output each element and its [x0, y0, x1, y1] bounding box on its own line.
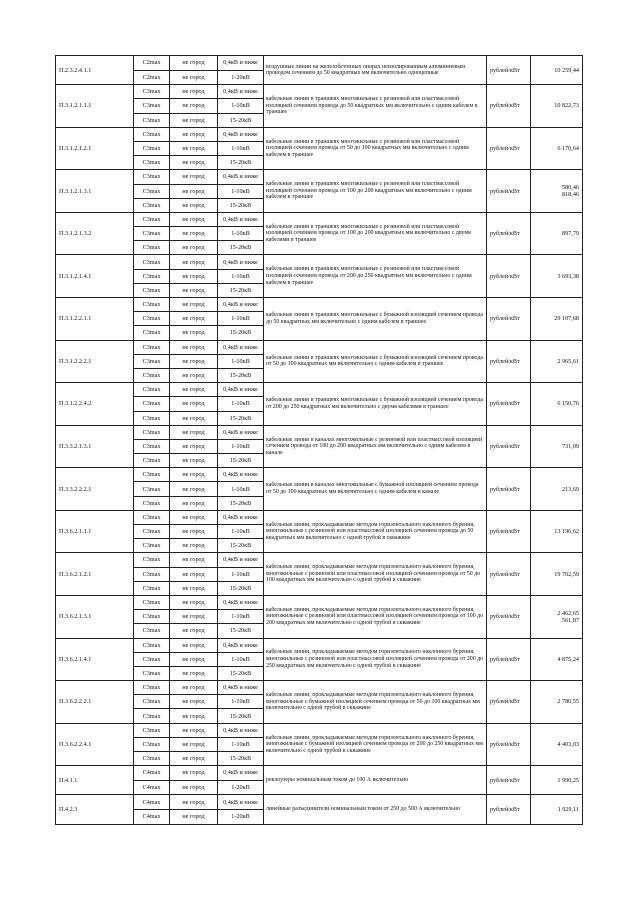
rate-value-cell	[531, 255, 583, 298]
item-code: П.4.2.3	[56, 795, 134, 824]
voltage-level: 1-20кВ	[218, 809, 264, 824]
voltage-level: 1-20кВ	[218, 780, 264, 795]
territory: не город	[170, 198, 218, 212]
item-code: П.3.6.2.2.2.1	[56, 681, 134, 724]
rate-type: С3max	[134, 298, 170, 312]
item-code: П.3.1.2.1.4.1	[56, 255, 134, 298]
table-row	[56, 510, 583, 524]
voltage-level: 0,4кВ и ниже	[218, 255, 264, 269]
rate-value: 2 965,61	[557, 357, 579, 365]
voltage-level: 15-20кВ	[218, 198, 264, 212]
territory: не город	[170, 795, 218, 810]
item-code: П.3.3.2.1.3.1	[56, 425, 134, 468]
rate-type: С3max	[134, 723, 170, 737]
table-row	[56, 553, 583, 567]
unit: рублей/кВт	[487, 553, 531, 596]
territory: не город	[170, 326, 218, 340]
territory: не город	[170, 681, 218, 695]
rate-type: С3max	[134, 170, 170, 184]
voltage-level: 15-20кВ	[218, 666, 264, 680]
rate-type: С4max	[134, 766, 170, 781]
rate-value: 580,46	[561, 184, 579, 192]
unit: рублей/кВт	[487, 425, 531, 468]
table-row	[56, 255, 583, 269]
voltage-level: 0,4кВ и ниже	[218, 766, 264, 781]
voltage-level: 0,4кВ и ниже	[218, 510, 264, 524]
rate-value: 10 259,44	[554, 66, 579, 74]
rate-type: С3max	[134, 468, 170, 482]
territory: не город	[170, 439, 218, 453]
line-description: кабельные линии в траншеях многожильные с резиновой или пластмассовой изоляцией сечением провода от 100 до 200 квадратных мм включительно с двумя кабелями в траншее	[264, 212, 487, 255]
table-row	[56, 56, 583, 71]
voltage-level: 0,4кВ и ниже	[218, 468, 264, 482]
rate-value: 4 875,24	[557, 655, 579, 663]
tariff-table	[55, 55, 583, 825]
voltage-level: 1-10кВ	[218, 141, 264, 155]
rate-type: С3max	[134, 397, 170, 411]
rate-value-cell	[531, 681, 583, 724]
rate-type: С3max	[134, 198, 170, 212]
rate-type: С3max	[134, 567, 170, 581]
voltage-level: 1-10кВ	[218, 354, 264, 368]
rate-type: С3max	[134, 269, 170, 283]
territory: не город	[170, 85, 218, 99]
line-description: кабельные линии в траншеях многожильные с бумажной изоляцией сечением провода от 200 до 250 квадратных мм включительно с двумя кабелями в траншее	[264, 383, 487, 426]
line-description: кабельные линии в траншеях многожильные с бумажной изоляцией сечением провода до 50 квадратных мм включительно с одним кабелем в траншее	[264, 298, 487, 341]
territory: не город	[170, 595, 218, 609]
line-description: кабельные линии, прокладываемые методом горизонтального наклонного бурения, многожильные с резиновой или пластмассовой изоляцией сечением провода от 100 до 200 квадратных мм включительно с одной трубой в скважине	[264, 595, 487, 638]
voltage-level: 0,4кВ и ниже	[218, 56, 264, 71]
unit: рублей/кВт	[487, 56, 531, 85]
territory: не город	[170, 354, 218, 368]
unit: рублей/кВт	[487, 340, 531, 383]
territory: не город	[170, 425, 218, 439]
table-row	[56, 298, 583, 312]
territory: не город	[170, 298, 218, 312]
rate-value-cell	[531, 383, 583, 426]
rate-value-cell	[531, 298, 583, 341]
territory: не город	[170, 156, 218, 170]
table-row	[56, 383, 583, 397]
voltage-level: 1-10кВ	[218, 184, 264, 198]
line-description: реклоузеры номинальным током до 100 А включительно	[264, 766, 487, 795]
territory: не город	[170, 709, 218, 723]
territory: не город	[170, 666, 218, 680]
rate-type: С3max	[134, 454, 170, 468]
item-code: П.3.6.2.1.1.1	[56, 510, 134, 553]
voltage-level: 1-10кВ	[218, 695, 264, 709]
table-row	[56, 795, 583, 810]
voltage-level: 15-20кВ	[218, 624, 264, 638]
rate-type: С3max	[134, 695, 170, 709]
rate-value-cell	[531, 127, 583, 170]
line-description: кабельные линии в траншеях многожильные с резиновой или пластмассовой изоляцией сечением провода от 200 до 250 квадратных мм включительно с одним кабелем в траншее	[264, 255, 487, 298]
voltage-level: 15-20кВ	[218, 156, 264, 170]
table-row	[56, 170, 583, 184]
territory: не город	[170, 368, 218, 382]
unit: рублей/кВт	[487, 723, 531, 766]
voltage-level: 1-10кВ	[218, 525, 264, 539]
item-code: П.3.1.2.2.4.2	[56, 383, 134, 426]
unit: рублей/кВт	[487, 681, 531, 724]
territory: не город	[170, 283, 218, 297]
rate-type: С3max	[134, 156, 170, 170]
rate-value: 2 780,55	[557, 698, 579, 706]
rate-value-cell	[531, 212, 583, 255]
voltage-level: 0,4кВ и ниже	[218, 298, 264, 312]
territory: не город	[170, 170, 218, 184]
territory: не город	[170, 269, 218, 283]
rate-value-cell	[531, 595, 583, 638]
territory: не город	[170, 340, 218, 354]
rate-value-cell	[531, 468, 583, 511]
territory: не город	[170, 255, 218, 269]
table-row	[56, 340, 583, 354]
voltage-level: 1-20кВ	[218, 70, 264, 85]
territory: не город	[170, 99, 218, 113]
item-code: П.2.3.2.4.1.1	[56, 56, 134, 85]
territory: не город	[170, 766, 218, 781]
rate-value-cell	[531, 795, 583, 824]
voltage-level: 0,4кВ и ниже	[218, 681, 264, 695]
voltage-level: 1-10кВ	[218, 439, 264, 453]
table-row	[56, 595, 583, 609]
territory: не город	[170, 454, 218, 468]
territory: не город	[170, 638, 218, 652]
line-description: кабельные линии, прокладываемые методом горизонтального наклонного бурения, многожильные с резиновой или пластмассовой изоляцией сечением провода от 50 до 100 квадратных мм включительно с одной трубой в скважине	[264, 553, 487, 596]
rate-type: С3max	[134, 581, 170, 595]
rate-value: 29 107,68	[554, 315, 579, 323]
territory: не город	[170, 127, 218, 141]
unit: рублей/кВт	[487, 595, 531, 638]
rate-value: 1 929,11	[557, 805, 579, 813]
voltage-level: 1-10кВ	[218, 99, 264, 113]
unit: рублей/кВт	[487, 127, 531, 170]
rate-type: С3max	[134, 85, 170, 99]
rate-type: С3max	[134, 113, 170, 127]
line-description: кабельные линии в траншеях многожильные с резиновой или пластмассовой изоляцией сечением провода до 50 квадратных мм включительно с одним кабелем в траншее	[264, 85, 487, 128]
voltage-level: 0,4кВ и ниже	[218, 127, 264, 141]
territory: не город	[170, 539, 218, 553]
territory: не город	[170, 752, 218, 766]
item-code: П.3.6.2.1.3.1	[56, 595, 134, 638]
rate-value: 731,09	[561, 442, 579, 450]
rate-type: С3max	[134, 127, 170, 141]
voltage-level: 1-10кВ	[218, 737, 264, 751]
rate-type: С3max	[134, 283, 170, 297]
territory: не город	[170, 383, 218, 397]
territory: не город	[170, 312, 218, 326]
territory: не город	[170, 809, 218, 824]
voltage-level: 0,4кВ и ниже	[218, 638, 264, 652]
voltage-level: 15-20кВ	[218, 709, 264, 723]
rate-value: 10 822,73	[554, 102, 579, 110]
table-row	[56, 425, 583, 439]
line-description: кабельные линии в траншеях многожильные с резиновой или пластмассовой изоляцией сечением провода от 100 до 200 квадратных мм включительно с одним кабелем в траншее	[264, 170, 487, 213]
item-code: П.3.1.2.1.2.1	[56, 127, 134, 170]
territory: не город	[170, 482, 218, 496]
rate-type: С3max	[134, 638, 170, 652]
item-code: П.3.1.2.1.3.1	[56, 170, 134, 213]
rate-type: С3max	[134, 752, 170, 766]
rate-value-cell	[531, 766, 583, 795]
territory: не город	[170, 652, 218, 666]
territory: не город	[170, 723, 218, 737]
territory: не город	[170, 113, 218, 127]
territory: не город	[170, 510, 218, 524]
voltage-level: 1-10кВ	[218, 312, 264, 326]
rate-type: С3max	[134, 368, 170, 382]
rate-type: С3max	[134, 482, 170, 496]
table-row	[56, 766, 583, 781]
rate-value-cell	[531, 510, 583, 553]
line-description: линейные разъединители номинальным током от 250 до 500 А включительно	[264, 795, 487, 824]
territory: не город	[170, 241, 218, 255]
line-description: кабельные линии в траншеях многожильные с резиновой или пластмассовой изоляцией сечением провода от 50 до 100 квадратных мм включительно с одним кабелем в траншее	[264, 127, 487, 170]
rate-type: С3max	[134, 525, 170, 539]
territory: не город	[170, 411, 218, 425]
voltage-level: 15-20кВ	[218, 539, 264, 553]
rate-value: 561,87	[561, 616, 579, 624]
territory: не город	[170, 624, 218, 638]
rate-type: С3max	[134, 312, 170, 326]
rate-value: 3 693,38	[557, 272, 579, 280]
voltage-level: 0,4кВ и ниже	[218, 85, 264, 99]
voltage-level: 0,4кВ и ниже	[218, 723, 264, 737]
rate-type: С3max	[134, 510, 170, 524]
table-row	[56, 681, 583, 695]
territory: не город	[170, 567, 218, 581]
rate-value-cell	[531, 85, 583, 128]
territory: не город	[170, 553, 218, 567]
line-description: кабельные линии, прокладываемые методом горизонтального наклонного бурения, многожильные с бумажной изоляцией сечением провода от 200 до 250 квадратных мм включительно с одной трубой в скважине	[264, 723, 487, 766]
rate-type: С3max	[134, 255, 170, 269]
line-description: кабельные линии в каналах многожильные с резиновой или пластмассовой изоляцией сечением провода от 100 до 200 квадратных мм включительно с одним кабелем в канале	[264, 425, 487, 468]
voltage-level: 15-20кВ	[218, 241, 264, 255]
rate-type: С3max	[134, 340, 170, 354]
rate-value-cell	[531, 170, 583, 213]
territory: не город	[170, 212, 218, 226]
line-description: кабельные линии в каналах многожильные с бумажной изоляцией сечением провода от 50 до 100 квадратных мм включительно с одним кабелем в канале	[264, 468, 487, 511]
line-description: кабельные линии, прокладываемые методом горизонтального наклонного бурения, многожильные с резиновой или пластмассовой изоляцией сечением провода от 200 до 250 квадратных мм включительно с одной трубой в скважине	[264, 638, 487, 681]
table-row	[56, 212, 583, 226]
item-code: П.3.1.2.1.3.2	[56, 212, 134, 255]
rate-value-cell	[531, 553, 583, 596]
item-code: П.3.6.2.2.4.1	[56, 723, 134, 766]
voltage-level: 15-20кВ	[218, 411, 264, 425]
table-row	[56, 723, 583, 737]
unit: рублей/кВт	[487, 212, 531, 255]
rate-value: 6 150,76	[557, 400, 579, 408]
rate-type: С3max	[134, 709, 170, 723]
voltage-level: 0,4кВ и ниже	[218, 170, 264, 184]
rate-type: С3max	[134, 383, 170, 397]
voltage-level: 15-20кВ	[218, 113, 264, 127]
rate-type: С3max	[134, 227, 170, 241]
rate-value: 818,46	[561, 191, 579, 199]
territory: не город	[170, 737, 218, 751]
rate-value-cell	[531, 638, 583, 681]
item-code: П.3.6.2.1.4.1	[56, 638, 134, 681]
rate-type: С3max	[134, 595, 170, 609]
rate-type: С3max	[134, 496, 170, 510]
rate-value: 6 170,64	[557, 145, 579, 153]
voltage-level: 1-10кВ	[218, 482, 264, 496]
unit: рублей/кВт	[487, 170, 531, 213]
rate-value-cell	[531, 723, 583, 766]
voltage-level: 1-10кВ	[218, 567, 264, 581]
rate-value: 19 702,59	[554, 570, 579, 578]
territory: не город	[170, 184, 218, 198]
territory: не город	[170, 610, 218, 624]
voltage-level: 15-20кВ	[218, 283, 264, 297]
voltage-level: 0,4кВ и ниже	[218, 553, 264, 567]
voltage-level: 1-10кВ	[218, 610, 264, 624]
voltage-level: 0,4кВ и ниже	[218, 383, 264, 397]
territory: не город	[170, 141, 218, 155]
voltage-level: 1-10кВ	[218, 227, 264, 241]
unit: рублей/кВт	[487, 795, 531, 824]
rate-type: С4max	[134, 809, 170, 824]
territory: не город	[170, 496, 218, 510]
item-code: П.3.1.2.1.1.1	[56, 85, 134, 128]
rate-type: С3max	[134, 666, 170, 680]
rate-type: С3max	[134, 326, 170, 340]
rate-type: С4max	[134, 795, 170, 810]
table-row	[56, 127, 583, 141]
rate-value: 897,79	[561, 230, 579, 238]
voltage-level: 15-20кВ	[218, 326, 264, 340]
rate-type: С3max	[134, 212, 170, 226]
item-code: П.3.6.2.1.2.1	[56, 553, 134, 596]
unit: рублей/кВт	[487, 638, 531, 681]
voltage-level: 15-20кВ	[218, 752, 264, 766]
rate-type: С3max	[134, 411, 170, 425]
voltage-level: 0,4кВ и ниже	[218, 212, 264, 226]
rate-type: С3max	[134, 241, 170, 255]
rate-type: С3max	[134, 354, 170, 368]
rate-type: С3max	[134, 681, 170, 695]
unit: рублей/кВт	[487, 766, 531, 795]
voltage-level: 15-20кВ	[218, 496, 264, 510]
rate-type: С3max	[134, 652, 170, 666]
rate-type: С3max	[134, 539, 170, 553]
unit: рублей/кВт	[487, 298, 531, 341]
item-code: П.3.1.2.2.2.1	[56, 340, 134, 383]
unit: рублей/кВт	[487, 85, 531, 128]
rate-value-cell	[531, 340, 583, 383]
table-row	[56, 85, 583, 99]
unit: рублей/кВт	[487, 468, 531, 511]
rate-type: С3max	[134, 184, 170, 198]
unit: рублей/кВт	[487, 255, 531, 298]
rate-value: 13 196,62	[554, 528, 579, 536]
voltage-level: 15-20кВ	[218, 581, 264, 595]
territory: не город	[170, 397, 218, 411]
rate-type: С3max	[134, 99, 170, 113]
rate-type: С4max	[134, 780, 170, 795]
territory: не город	[170, 468, 218, 482]
voltage-level: 1-10кВ	[218, 397, 264, 411]
item-code: П.3.3.2.2.2.1	[56, 468, 134, 511]
rate-type: С3max	[134, 141, 170, 155]
voltage-level: 0,4кВ и ниже	[218, 425, 264, 439]
unit: рублей/кВт	[487, 510, 531, 553]
rate-value: 1 990,25	[557, 776, 579, 784]
rate-type: С3max	[134, 439, 170, 453]
table-row	[56, 638, 583, 652]
territory: не город	[170, 780, 218, 795]
voltage-level: 1-10кВ	[218, 652, 264, 666]
table-row	[56, 468, 583, 482]
rate-type: С3max	[134, 737, 170, 751]
rate-type: С3max	[134, 610, 170, 624]
territory: не город	[170, 227, 218, 241]
territory: не город	[170, 525, 218, 539]
rate-type: С3max	[134, 624, 170, 638]
line-description: кабельные линии, прокладываемые методом горизонтального наклонного бурения, многожильные с резиновой или пластмассовой изоляцией сечением провода до 50 квадратных мм включительно с одной трубой в скважине	[264, 510, 487, 553]
voltage-level: 15-20кВ	[218, 368, 264, 382]
rate-type: С3max	[134, 425, 170, 439]
rate-value: 4 403,03	[557, 740, 579, 748]
item-code: П.4.1.1	[56, 766, 134, 795]
voltage-level: 0,4кВ и ниже	[218, 795, 264, 810]
rate-type: С2max	[134, 70, 170, 85]
territory: не город	[170, 56, 218, 71]
voltage-level: 0,4кВ и ниже	[218, 340, 264, 354]
rate-value-cell	[531, 425, 583, 468]
rate-value-cell	[531, 56, 583, 85]
rate-value: 2 462,65	[557, 609, 579, 617]
rate-value: 213,69	[561, 485, 579, 493]
voltage-level: 15-20кВ	[218, 454, 264, 468]
rate-type: С3max	[134, 553, 170, 567]
territory: не город	[170, 70, 218, 85]
rate-type: С2max	[134, 56, 170, 71]
line-description: кабельные линии, прокладываемые методом горизонтального наклонного бурения, многожильные с бумажной изоляцией сечением провода от 50 до 100 квадратных мм включительно с одной трубой в скважине	[264, 681, 487, 724]
item-code: П.3.1.2.2.1.1	[56, 298, 134, 341]
unit: рублей/кВт	[487, 383, 531, 426]
territory: не город	[170, 695, 218, 709]
territory: не город	[170, 581, 218, 595]
voltage-level: 0,4кВ и ниже	[218, 595, 264, 609]
line-description: воздушные линии на железобетонных опорах неизолированным алюминиевым проводом сечением до 50 квадратных мм включительно одноцепные	[264, 56, 487, 85]
voltage-level: 1-10кВ	[218, 269, 264, 283]
line-description: кабельные линии в траншеях многожильные с бумажной изоляцией сечением провода от 50 до 100 квадратных мм включительно с одним кабелем в траншее	[264, 340, 487, 383]
